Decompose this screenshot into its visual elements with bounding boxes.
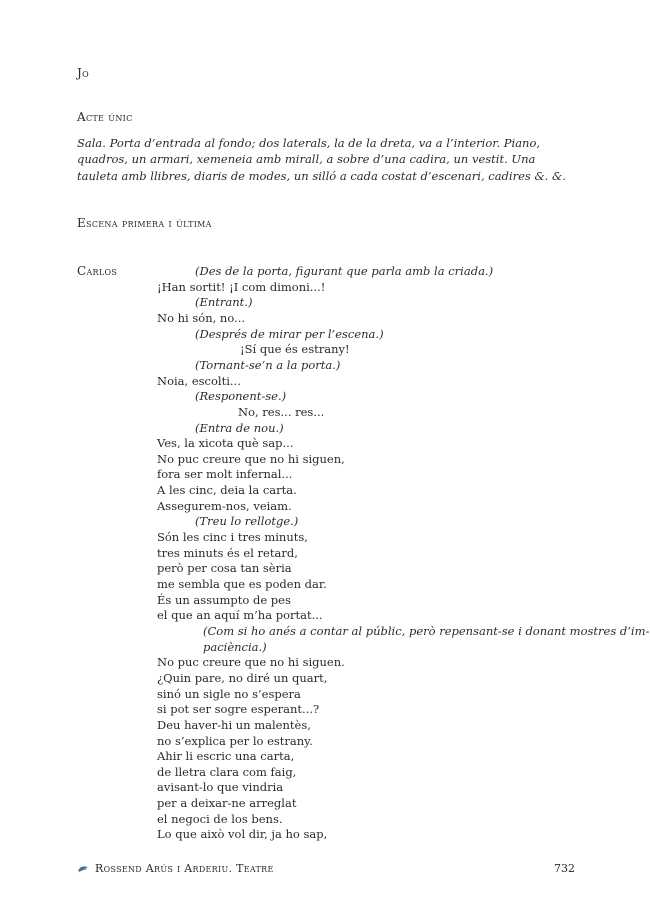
verse-line: Deu haver-hi un malentès, <box>157 717 311 732</box>
stage-direction-line: (Treu lo rellotge.) <box>195 514 299 529</box>
verse-line: És un assumpto de pes <box>157 592 291 607</box>
verse-line: per a deixar-ne arreglat <box>157 796 297 811</box>
verse-line: ¡Han sortit! ¡I com dimoni...! <box>157 279 326 294</box>
running-header: Jo <box>77 66 89 80</box>
stage-direction-line: (Com si ho anés a contar al públic, però repensant-se i donant mostres d’im- <box>203 623 650 638</box>
verse-line: si pot ser sogre esperant...? <box>157 702 320 717</box>
speaker-name: Carlos <box>77 264 118 278</box>
page-number: 732 <box>554 862 575 875</box>
act-title: Acte únic <box>77 110 133 124</box>
scene-title: Escena primera i última <box>77 216 212 230</box>
verse-line: No, res... res... <box>238 404 325 419</box>
stage-direction-line: (Des de la porta, figurant que parla amb la criada.) <box>195 264 494 278</box>
stage-direction-line: (Entra de nou.) <box>195 420 284 435</box>
stage-direction-line: (Responent-se.) <box>195 389 287 404</box>
stage-direction-line: (Entrant.) <box>195 295 253 310</box>
verse-line: No puc creure que no hi siguen. <box>157 655 345 670</box>
verse-line: no s’explica per lo estrany. <box>157 733 313 748</box>
verse-line: A les cinc, deia la carta. <box>157 483 297 498</box>
verse-line: ¿Quin pare, no diré un quart, <box>157 670 328 685</box>
verse-line: No puc creure que no hi siguen, <box>157 451 345 466</box>
stage-direction-line: (Després de mirar per l’escena.) <box>195 326 384 341</box>
verse-line: de lletra clara com faig, <box>157 764 297 779</box>
verse-line: Assegurem-nos, veiam. <box>157 498 292 513</box>
verse-line: sinó un sigle no s’espera <box>157 686 301 701</box>
verse-line: el negoci de los bens. <box>157 811 283 826</box>
verse-line: Són les cinc i tres minuts, <box>157 530 308 545</box>
stage-direction: Sala. Porta d’entrada al fondo; dos laterals, la de la dreta, va a l’interior. Piano, quadros, un armari, xemeneia amb mirall, a sobre d’una cadira, un vestit. Una tauleta amb llibres, diaris de modes, un silló a cada costat d’escenari, cadires &. &. <box>77 136 566 183</box>
verse-line: Lo que això vol dir, ja ho sap, <box>157 827 328 842</box>
verse-line: ¡Sí que és estrany! <box>240 342 350 357</box>
verse-line: Ves, la xicota què sap... <box>157 436 294 451</box>
verse-line: avisant-lo que vindria <box>157 780 284 795</box>
verse-line: però per cosa tan sèria <box>157 561 292 576</box>
verse-line: No hi són, no... <box>157 310 246 325</box>
leaf-ornament-icon <box>77 865 89 873</box>
verse-line: Ahir li escric una carta, <box>157 749 295 764</box>
verse-line: el que an aquí m’ha portat... <box>157 608 323 623</box>
verse-line: tres minuts és el retard, <box>157 545 298 560</box>
stage-direction-line: (Tornant-se’n a la porta.) <box>195 357 341 372</box>
footer-title: Rossend Arús i Arderiu. Teatre <box>95 862 274 875</box>
verse-line: me sembla que es poden dar. <box>157 577 327 591</box>
stage-direction-line: paciència.) <box>203 639 267 654</box>
verse-line: Noia, escolti... <box>157 373 241 388</box>
footer <box>77 862 274 875</box>
verse-line: fora ser molt infernal... <box>157 467 293 482</box>
